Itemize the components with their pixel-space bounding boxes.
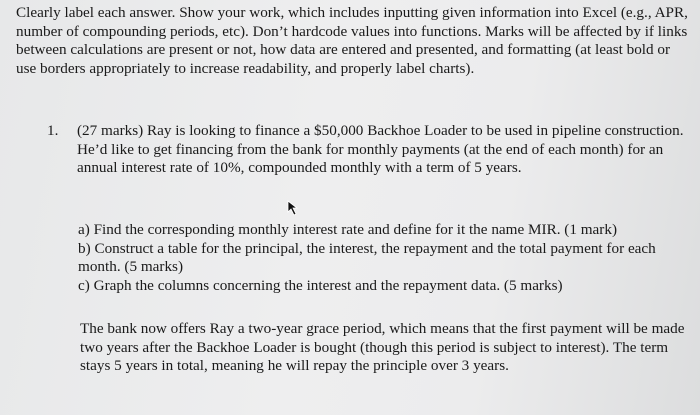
- part-a: a) Find the corresponding monthly interest rate and define for it the name MIR. (1 mark): [78, 221, 618, 238]
- instructions-paragraph: Clearly label each answer. Show your work, which includes inputting given information into Excel (e.g., APR, number of compounding periods, etc). Don’t hardcode values into functions. Marks will be affected by if links between calculations are present or not, how data are entered and presented, and formatting (at least bold or use borders appropriately to increase readability, and properly label charts).: [16, 4, 688, 77]
- mouse-pointer-icon: [287, 200, 301, 216]
- part-b: b) Construct a table for the principal, the interest, the repayment and the total payment for each month. (5 marks): [78, 239, 656, 276]
- grace-period-paragraph: The bank now offers Ray a two-year grace period, which means that the first payment will be made two years after the Backhoe Loader is bought (though this period is subject to interest). The term stays 5 years in total, meaning he will repay the principle over 3 years.: [80, 320, 685, 375]
- part-c: c) Graph the columns concerning the interest and the repayment data. (5 marks): [78, 276, 563, 294]
- question-number: 1.: [47, 122, 59, 139]
- question-1-parts: [78, 221, 698, 295]
- question-1-body: (27 marks) Ray is looking to finance a $50,000 Backhoe Loader to be used in pipeline construction. He’d like to get financing from the bank for monthly payments (at the end of each month) for an annual interest rate of 10%, compounded monthly with a term of 5 years.: [77, 122, 684, 177]
